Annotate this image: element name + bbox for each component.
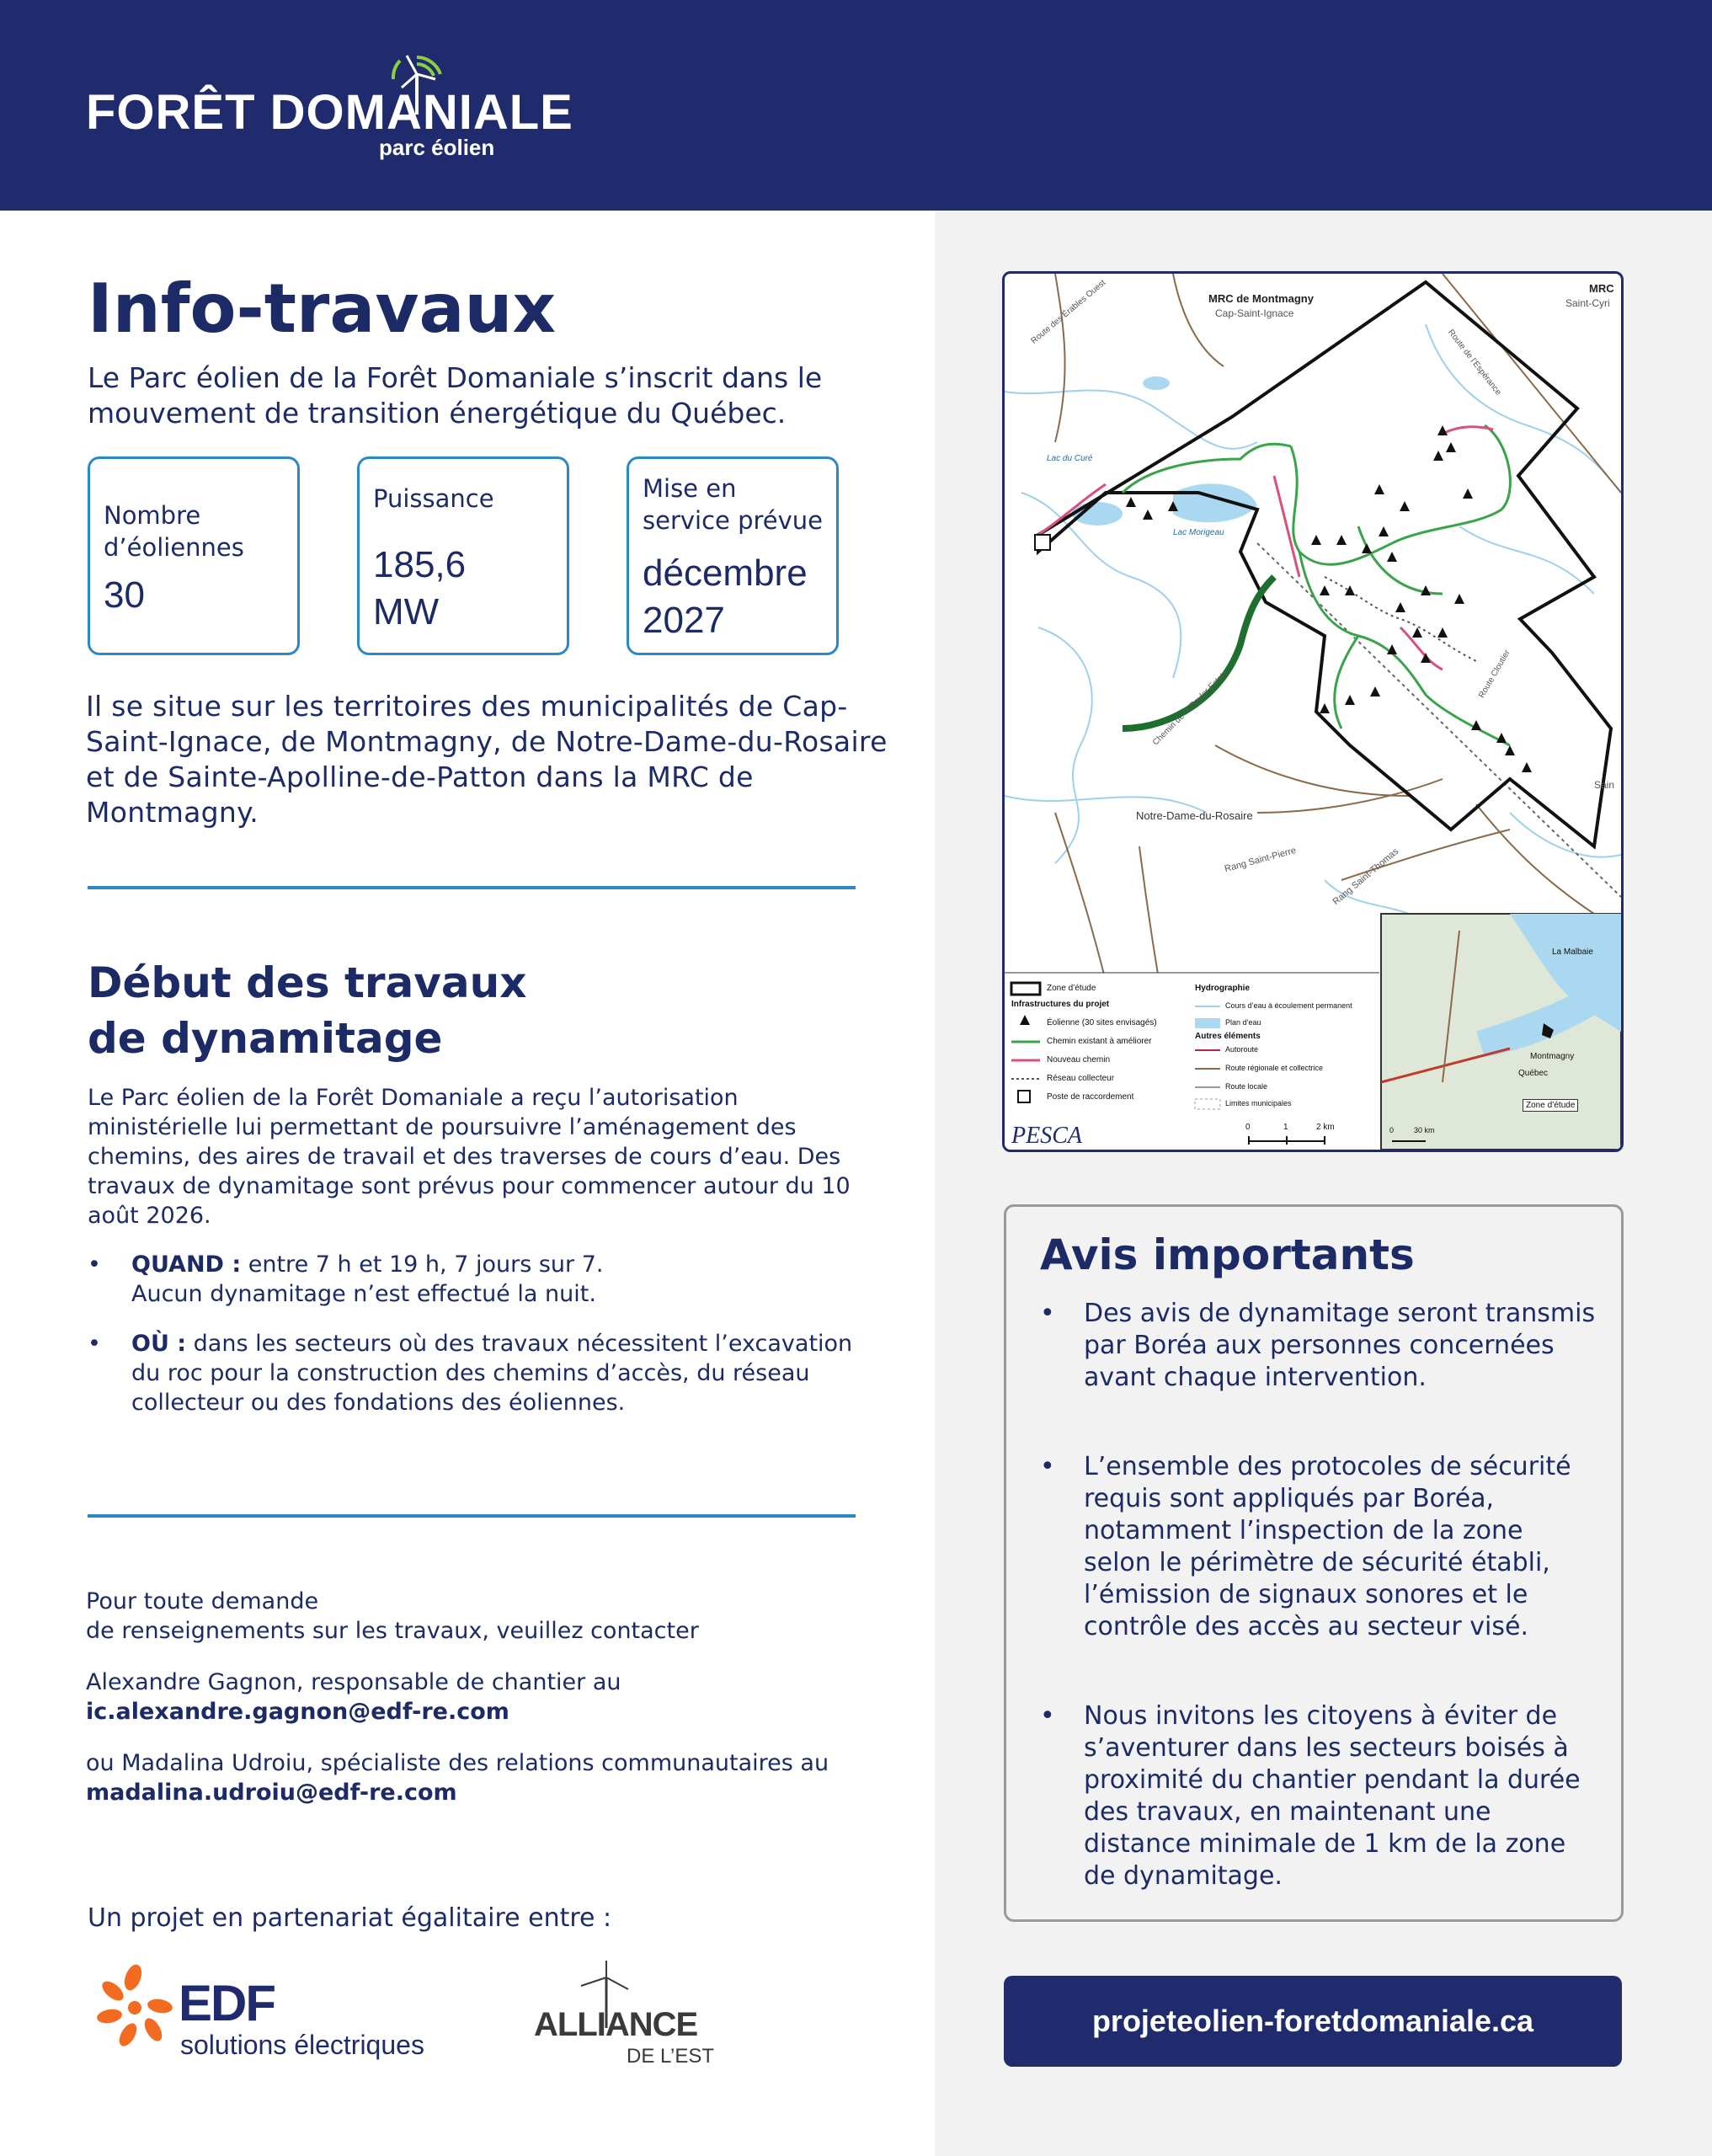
inset-label: La Malbaie (1552, 947, 1593, 957)
legend-heading: Hydrographie (1195, 984, 1251, 993)
contact-person (86, 1668, 894, 1726)
contact-block (86, 1587, 894, 1829)
header-banner (0, 0, 1712, 211)
alliance-subtitle: DE L’EST (627, 2045, 715, 2068)
edf-subtitle: solutions électriques (180, 2030, 424, 2060)
bullet-where (88, 1329, 862, 1449)
legend-label: Éolienne (30 sites envisagés) (1047, 1018, 1157, 1027)
stat-value: 185,6 (373, 544, 467, 585)
bullet-value: entre 7 h et 19 h, 7 jours sur 7. (248, 1251, 604, 1278)
section-divider (88, 886, 856, 889)
stat-label: Puissance (373, 484, 494, 513)
bullet-key: QUAND : (131, 1251, 242, 1278)
edf-wordmark: EDF (179, 1975, 275, 2031)
bullet-dot: • (1040, 1701, 1055, 1731)
inset-scale-label: 0 (1389, 1126, 1395, 1134)
map-collector-network (1325, 577, 1476, 661)
map-label: Route de l’Espérance (1446, 328, 1503, 398)
map-substation-icon (1035, 535, 1050, 550)
bullet-dot: • (88, 1331, 101, 1357)
important-notices-panel (1004, 1204, 1624, 1922)
map-label: Rang Saint-Thomas (1331, 846, 1401, 908)
contact-intro (86, 1587, 894, 1646)
bullet-dot: • (88, 1251, 101, 1278)
logo-wordmark: FORÊT DOMANIALE (86, 85, 573, 140)
legend-label: Cours d’eau à écoulement permanent (1225, 1001, 1352, 1010)
stat-label: d’éoliennes (104, 533, 244, 562)
email-link-1[interactable]: ic.alexandre.gagnon@edf-re.com (86, 1699, 509, 1725)
legend-label: Route locale (1225, 1082, 1268, 1091)
bullet-value: dans les secteurs où des travaux nécessitent l’excavation du roc pour la construction des chemins d’accès, du réseau collecteur ou des fondations des éoliennes. (131, 1331, 853, 1416)
bullet-dot: • (1040, 1452, 1055, 1481)
section-body: Le Parc éolien de la Forêt Domaniale a reçu l’autorisation ministérielle lui permettant de poursuivre l’aménagement des chemins, des aires de travail et des traverses de cours d’eau. Des travaux de dynamitage sont prévus pour commencer autour du 10 août 2026. (88, 1085, 851, 1229)
legend-label: Réseau collecteur (1047, 1074, 1115, 1083)
stat-label: Mise en (643, 474, 737, 503)
partner-label: Un projet en partenariat égalitaire entre : (88, 1903, 612, 1933)
legend-label: Poste de raccordement (1047, 1092, 1134, 1102)
bullet-value: Aucun dynamitage n’est effectué la nuit. (131, 1281, 596, 1307)
intro-text: Le Parc éolien de la Forêt Domaniale s’inscrit dans le mouvement de transition énergétique du Québec. (88, 361, 823, 430)
map-label: Route Cloutier (1477, 648, 1512, 700)
logo-subtitle: parc éolien (379, 135, 495, 160)
stat-value-year: 2027 (643, 600, 725, 641)
contact-intro-line: de renseignements sur les travaux, veuillez contacter (86, 1618, 699, 1644)
bullet-text (131, 1329, 864, 1417)
map-label: Lac du Curé (1047, 454, 1093, 463)
stat-value: 30 (104, 574, 145, 616)
legend-label: Route régionale et collectrice (1225, 1064, 1324, 1072)
contact-person (86, 1748, 894, 1807)
map-label: Rang Saint-Pierre (1223, 845, 1298, 875)
bullet-text (131, 1250, 864, 1309)
scale-label: 2 km (1316, 1123, 1335, 1132)
stat-value: décembre (643, 552, 808, 594)
map-label: Cap-Saint-Ignace (1215, 307, 1294, 319)
legend-label: Plan d’eau (1225, 1018, 1261, 1027)
pesca-logo: PESCA (1011, 1123, 1082, 1149)
page-title: Info-travaux (88, 270, 557, 348)
legend-heading: Infrastructures du projet (1011, 1000, 1110, 1009)
website-link-button[interactable]: projeteolien-foretdomaniale.ca (1004, 1976, 1622, 2067)
contact-person-2: ou Madalina Udroiu, spécialiste des relations communautaires au (86, 1750, 829, 1776)
bullet-dot: • (1040, 1299, 1055, 1328)
stat-label: service prévue (643, 506, 824, 535)
section-title-line: de dynamitage (88, 1014, 443, 1063)
notice-text: Des avis de dynamitage seront transmis par Boréa aux personnes concernées avant chaque intervention. (1084, 1299, 1596, 1392)
contact-person-1: Alexandre Gagnon, responsable de chantier au (86, 1669, 621, 1695)
legend-label: Zone d’étude (1047, 984, 1096, 993)
legend-heading: Autres éléments (1195, 1032, 1261, 1041)
location-text: Il se situe sur les territoires des municipalités de Cap-Saint-Ignace, de Montmagny, de Notre-Dame-du-Rosaire et de Sainte-Apolline-de-Patton dans la MRC de Montmagny. (86, 690, 888, 829)
stat-card-turbines (88, 456, 300, 655)
legend-label: Limites municipales (1225, 1099, 1292, 1107)
map-label: Sain (1594, 779, 1615, 791)
inset-label: Montmagny (1530, 1052, 1575, 1061)
stat-card-power (357, 456, 569, 655)
map-turbines (1126, 425, 1532, 772)
section-title-line: Début des travaux (88, 958, 527, 1007)
map-route-cloutier (1257, 543, 1621, 897)
inset-label: Québec (1518, 1069, 1549, 1078)
stat-value-unit: MW (373, 591, 440, 632)
scale-label: 0 (1245, 1123, 1251, 1132)
legend-label: Autoroute (1225, 1045, 1259, 1054)
alliance-wordmark: ALLIANCE (534, 2006, 698, 2043)
legend-label: Nouveau chemin (1047, 1055, 1111, 1065)
stat-card-commissioning (627, 456, 839, 655)
notice-item (1040, 1451, 1596, 1675)
map-new-roads (1038, 427, 1493, 670)
notice-text: L’ensemble des protocoles de sécurité requis sont appliqués par Boréa, notamment l’inspection de la zone selon le périmètre de sécurité établi, l’émission de signaux sonores et le contrôle des accès au secteur visé. (1084, 1452, 1571, 1641)
contact-intro-line: Pour toute demande (86, 1588, 319, 1614)
section-divider (88, 1514, 856, 1518)
bullet-when (88, 1250, 862, 1310)
legend-label: Chemin existant à améliorer (1047, 1037, 1152, 1046)
map-label: Notre-Dame-du-Rosaire (1136, 809, 1253, 822)
section-title (88, 955, 526, 1066)
map-label: MRC (1589, 282, 1614, 295)
email-link-2[interactable]: madalina.udroiu@edf-re.com (86, 1780, 457, 1806)
map-label: Lac Morigeau (1173, 528, 1224, 537)
stat-label: Nombre (104, 501, 201, 530)
map-label: Route des Érables Ouest (1029, 278, 1108, 346)
notice-item (1040, 1700, 1596, 1892)
bullet-key: OÙ : (131, 1331, 187, 1357)
map-label: Saint-Cyri (1565, 297, 1610, 309)
notice-item (1040, 1298, 1596, 1426)
inset-label: Zone d’étude (1523, 1099, 1578, 1112)
map-label: Chemin de la Raylor Estate (1150, 668, 1230, 748)
project-map (1002, 271, 1624, 1152)
notice-text: Nous invitons les citoyens à éviter de s’aventurer dans les secteurs boisés à proximité du chantier pendant la durée des travaux, en maintenant une distance minimale de 1 km de la zone de dynamitage. (1084, 1701, 1581, 1891)
inset-scale-label: 30 km (1414, 1126, 1435, 1134)
map-label: MRC de Montmagny (1208, 292, 1314, 305)
scale-label: 1 (1283, 1123, 1288, 1132)
notices-title: Avis importants (1040, 1230, 1415, 1279)
